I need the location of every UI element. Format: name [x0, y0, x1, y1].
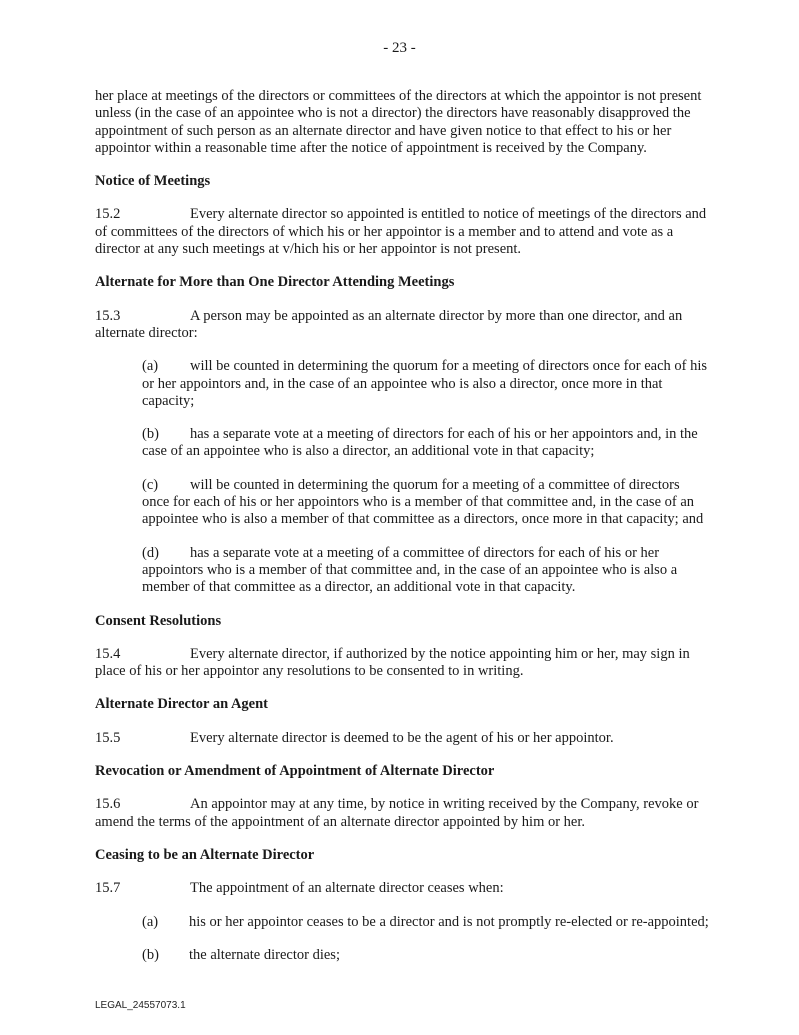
subparagraph-15-3-c [142, 477, 710, 529]
subparagraph-text: his or her appointor ceases to be a director and is not promptly re-elected or re-appointed; [189, 913, 709, 930]
subparagraph-label: (c) [142, 476, 159, 493]
paragraph-text: Every alternate director so appointed is entitled to notice of meetings of the directors and of committees of the directors of which his or her appointor is a member and to attend and vote as a director at any such meetings at v/hich his or her appointor is not present. [95, 206, 707, 258]
subparagraph-15-3-d [142, 545, 710, 597]
paragraph-15-4 [95, 646, 710, 681]
paragraph-number: 15.5 [95, 729, 121, 746]
paragraph-number: 15.2 [95, 206, 121, 223]
intro-paragraph: her place at meetings of the directors or committees of the directors at which the appointor is not present unless (in the case of an appointee who is not a director) the directors have reasonably disapproved the appointment of such person as an alternate director and have given notice to that effect to his or her appointor within a reasonable time after the notice of appointment is received by the Company. [95, 88, 702, 156]
section-heading-notice-of-meetings: Notice of Meetings [95, 173, 211, 190]
paragraph-number: 15.7 [95, 880, 121, 897]
subparagraph-text: has a separate vote at a meeting of directors for each of his or her appointors and, in the case of an appointee who is also a director, an additional vote in that capacity; [142, 426, 698, 460]
paragraph-text: An appointor may at any time, by notice in writing received by the Company, revoke or amend the terms of the appointment of an alternate director appointed by him or her. [95, 796, 699, 830]
subparagraph-15-3-b [142, 426, 710, 461]
paragraph-text: Every alternate director, if authorized by the notice appointing him or her, may sign in place of his or her appointor any resolutions to be consented to in writing. [95, 645, 690, 680]
section-heading-revocation: Revocation or Amendment of Appointment of Alternate Director [95, 763, 495, 780]
subparagraph-text: will be counted in determining the quorum for a meeting of a committee of directors once for each of his or her appointors who is a member of that committee and, in the case of an appointee who is also a member of that committee as a directors, once more in that capacity; and [142, 476, 704, 528]
subparagraph-15-3-a [142, 358, 710, 410]
paragraph-15-5 [95, 730, 710, 747]
document-body [95, 88, 710, 964]
paragraph-number: 15.4 [95, 645, 121, 662]
subparagraph-text: has a separate vote at a meeting of a committee of directors for each of his or her appointors who is a member of that committee and, in the case of an appointee who is also a member of that committee as a director, an additional vote in that capacity. [142, 544, 678, 596]
paragraph-15-6 [95, 796, 710, 831]
section-heading-ceasing: Ceasing to be an Alternate Director [95, 846, 315, 863]
subparagraph-label: (a) [142, 358, 159, 375]
paragraph-number: 15.3 [95, 307, 121, 324]
paragraph-text: Every alternate director is deemed to be the agent of his or her appointor. [190, 729, 614, 746]
page-number: - 23 - [383, 40, 416, 56]
subparagraph-label: (b) [142, 426, 159, 443]
section-heading-alternate-more-than-one: Alternate for More than One Director Attending Meetings [95, 274, 455, 291]
subparagraph-15-7-b [142, 947, 710, 964]
section-heading-consent-resolutions: Consent Resolutions [95, 612, 222, 629]
subparagraph-label: (d) [142, 544, 159, 561]
section-heading-alternate-director-agent: Alternate Director an Agent [95, 696, 269, 713]
paragraph-text: A person may be appointed as an alternate director by more than one director, and an alternate director: [95, 307, 683, 341]
subparagraph-text: the alternate director dies; [189, 946, 340, 963]
paragraph-text: The appointment of an alternate director ceases when: [190, 880, 504, 897]
paragraph-15-7 [95, 880, 710, 897]
subparagraph-15-7-a [142, 914, 710, 931]
paragraph-number: 15.6 [95, 796, 121, 813]
paragraph-15-2 [95, 206, 710, 258]
document-footer-id: LEGAL_24557073.1 [95, 1000, 186, 1011]
subparagraph-text: will be counted in determining the quorum for a meeting of directors once for each of his or her appointors and, in the case of an appointee who is also a director, once more in that capacity; [142, 358, 708, 409]
subparagraph-label: (b) [142, 946, 159, 963]
paragraph-15-3 [95, 308, 710, 343]
subparagraph-label: (a) [142, 913, 159, 930]
